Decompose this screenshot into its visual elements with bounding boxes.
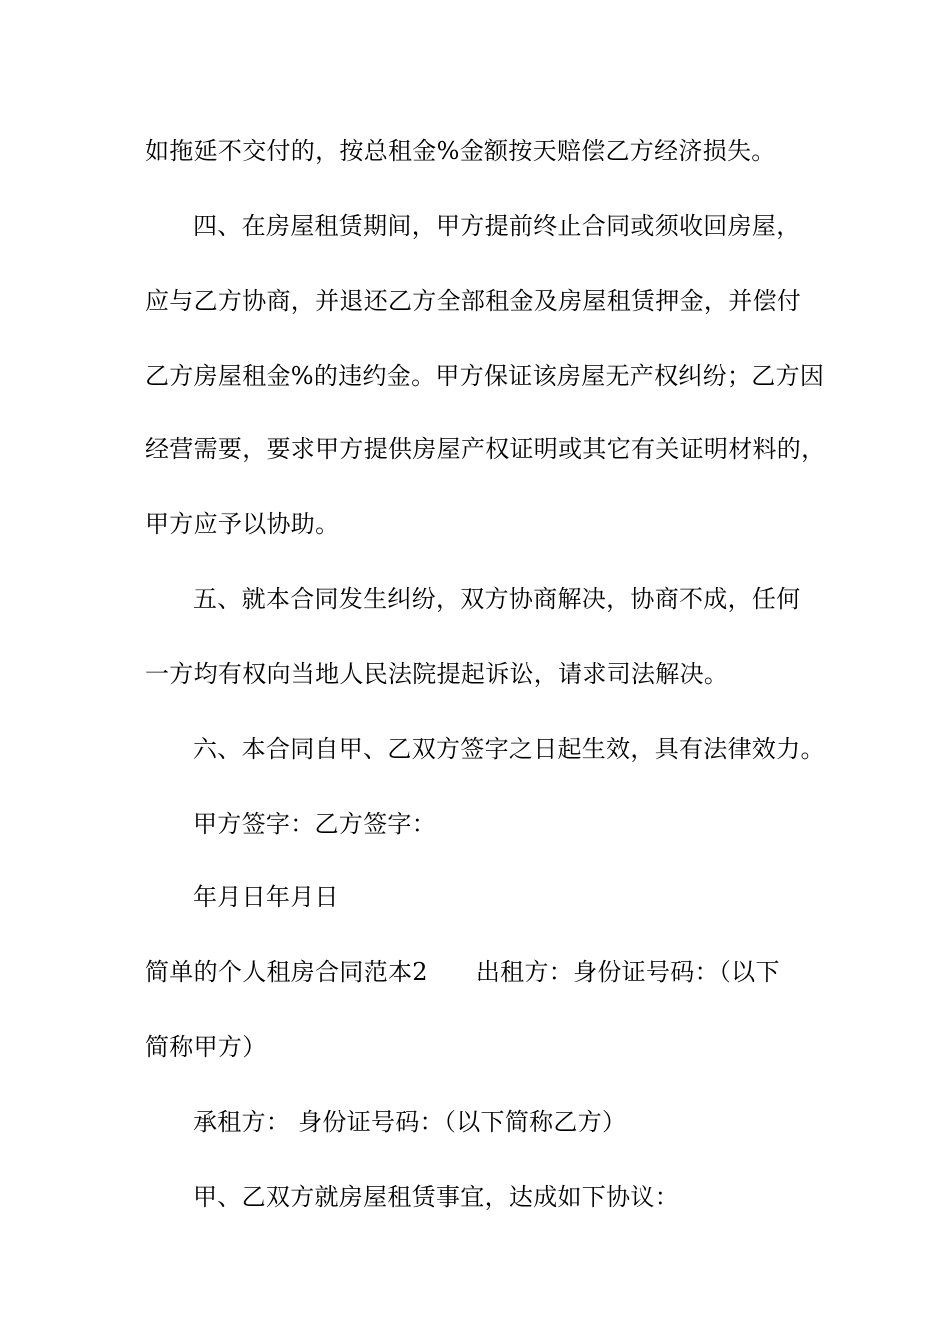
date-line: 年月日年月日	[193, 883, 339, 911]
paragraph-line-7: 五、就本合同发生纠纷，双方协商解决，协商不成，任何	[193, 585, 801, 613]
lessee-line: 承租方： 身份证号码：（以下简称乙方）	[193, 1108, 627, 1136]
paragraph-line-1: 如拖延不交付的，按总租金%金额按天赔偿乙方经济损失。	[145, 137, 776, 165]
paragraph-line-6: 甲方应予以协助。	[145, 510, 340, 538]
paragraph-line-3: 应与乙方协商，并退还乙方全部租金及房屋租赁押金，并偿付	[145, 287, 802, 315]
paragraph-line-9: 六、本合同自甲、乙双方签字之日起生效，具有法律效力。	[193, 735, 825, 763]
paragraph-line-5: 经营需要，要求甲方提供房屋产权证明或其它有关证明材料的，	[145, 435, 826, 463]
signature-line: 甲方签字：乙方签字：	[193, 810, 436, 838]
paragraph-line-4: 乙方房屋租金%的违约金。甲方保证该房屋无产权纠纷；乙方因	[145, 362, 825, 390]
lessor-label: 出租方：身份证号码：（以下	[475, 958, 780, 986]
paragraph-line-12: 简称甲方）	[145, 1033, 267, 1061]
section-heading-line	[145, 957, 780, 987]
paragraph-line-2: 四、在房屋租赁期间，甲方提前终止合同或须收回房屋，	[193, 212, 801, 240]
paragraph-line-8: 一方均有权向当地人民法院提起诉讼，请求司法解决。	[145, 660, 729, 688]
agreement-intro-line: 甲、乙双方就房屋租赁事宜，达成如下协议：	[193, 1183, 679, 1211]
section-title: 简单的个人租房合同范本2	[145, 958, 428, 986]
